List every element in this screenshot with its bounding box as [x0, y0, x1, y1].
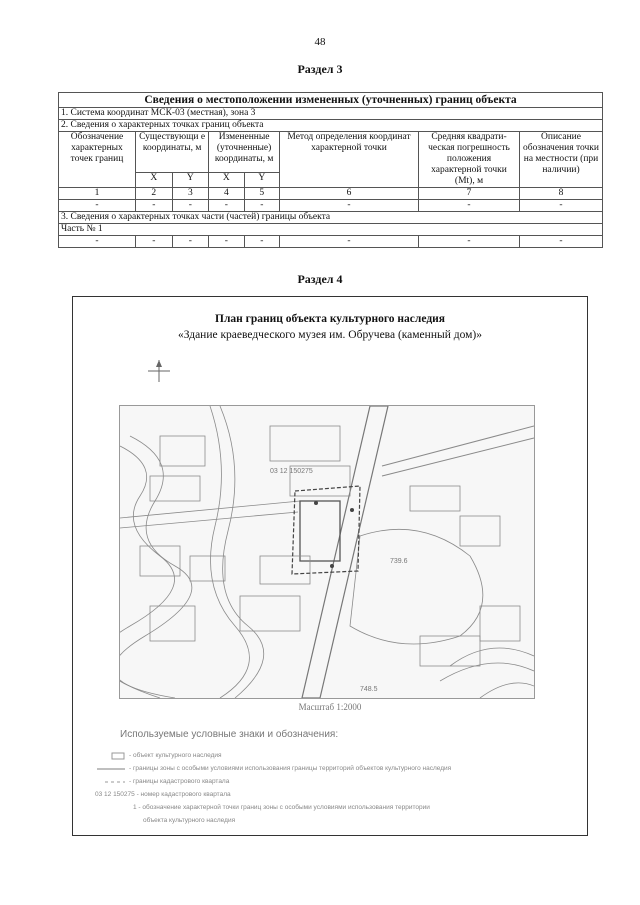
table-cell: -: [280, 236, 419, 248]
table-cell: -: [520, 200, 603, 212]
header-method: Метод определения координат характерной точки: [280, 132, 419, 188]
table-cell: -: [244, 236, 279, 248]
points-info-row: 2. Сведения о характерных точках границ объекта: [59, 120, 603, 132]
cadastral-map: [119, 405, 535, 699]
legend-text: 1 - обозначение характерной точки границ зоны с особыми условиями использования территории: [133, 804, 430, 811]
legend-item: [95, 762, 575, 775]
object-symbol-icon: [95, 751, 129, 761]
table-cell: -: [280, 200, 419, 212]
col-num: 4: [209, 188, 244, 200]
coordinate-system-row: 1. Система координат МСК-03 (местная), зона 3: [59, 108, 603, 120]
zone-boundary-line-icon: [95, 764, 129, 774]
col-num: 6: [280, 188, 419, 200]
header-x-changed: X: [209, 173, 244, 188]
legend-item: [95, 788, 575, 801]
header-description: Описание обозначения точки на местности (при наличии): [520, 132, 603, 188]
col-num: 5: [244, 188, 279, 200]
legend-title: Используемые условные знаки и обозначения:: [120, 729, 339, 740]
table-cell: -: [419, 200, 520, 212]
table-cell: -: [136, 200, 173, 212]
table-row: [59, 200, 603, 212]
legend-text: 03 12 150275 - номер кадастрового квартала: [95, 791, 231, 798]
legend: [95, 749, 575, 827]
section-3-title: Раздел 3: [297, 62, 343, 76]
header-accuracy: Средняя квадрати-ческая погрешность положения характерной точки (Mt), м: [419, 132, 520, 188]
boundary-info-table: [58, 92, 603, 248]
table-cell: -: [209, 200, 244, 212]
col-num: 8: [520, 188, 603, 200]
header-designation: Обозначение характерных точек границ: [59, 132, 136, 188]
legend-item: [95, 749, 575, 762]
page-number: 48: [314, 36, 326, 48]
header-existing: Существующи е координаты, м: [136, 132, 209, 173]
legend-text: - границы кадастрового квартала: [129, 778, 230, 785]
plan-frame: [72, 296, 588, 836]
north-arrow-icon: [147, 359, 171, 383]
legend-item: [95, 775, 575, 788]
table-cell: -: [419, 236, 520, 248]
legend-text: - границы зоны с особыми условиями использования границы территорий объектов культурного наследия: [129, 765, 452, 772]
header-changed: Измененные (уточненные) координаты, м: [209, 132, 280, 173]
legend-text: объекта культурного наследия: [143, 817, 236, 824]
column-numbers-row: [59, 188, 603, 200]
col-num: 2: [136, 188, 173, 200]
table-cell: -: [244, 200, 279, 212]
map-label-elevation: 748.5: [360, 686, 378, 693]
header-y-changed: Y: [244, 173, 279, 188]
header-x-existing: X: [136, 173, 173, 188]
plan-title: План границ объекта культурного наследия: [215, 313, 445, 325]
col-num: 3: [172, 188, 209, 200]
legend-text: - объект культурного наследия: [129, 752, 222, 759]
map-scale: Масштаб 1:2000: [298, 702, 362, 712]
header-y-existing: Y: [172, 173, 209, 188]
map-label-quarter: 03 12 150275: [270, 468, 313, 475]
table-cell: -: [59, 236, 136, 248]
table-row: [59, 236, 603, 248]
table-cell: -: [172, 236, 209, 248]
part-number-row: Часть № 1: [59, 224, 603, 236]
plan-subtitle: «Здание краеведческого музея им. Обручева (каменный дом)»: [178, 329, 482, 341]
table-cell: -: [59, 200, 136, 212]
table-cell: -: [209, 236, 244, 248]
table-caption: Сведения о местоположении измененных (уточненных) границ объекта: [59, 93, 603, 108]
section-4-title: Раздел 4: [297, 272, 343, 286]
table-cell: -: [520, 236, 603, 248]
legend-item: [95, 801, 575, 814]
table-cell: -: [136, 236, 173, 248]
legend-item: [95, 814, 575, 827]
map-label-elevation: 739.6: [390, 558, 408, 565]
col-num: 7: [419, 188, 520, 200]
col-num: 1: [59, 188, 136, 200]
quarter-boundary-line-icon: [95, 777, 129, 787]
part-points-row: 3. Сведения о характерных точках части (частей) границы объекта: [59, 212, 603, 224]
table-cell: -: [172, 200, 209, 212]
map-drawing: [120, 406, 534, 698]
